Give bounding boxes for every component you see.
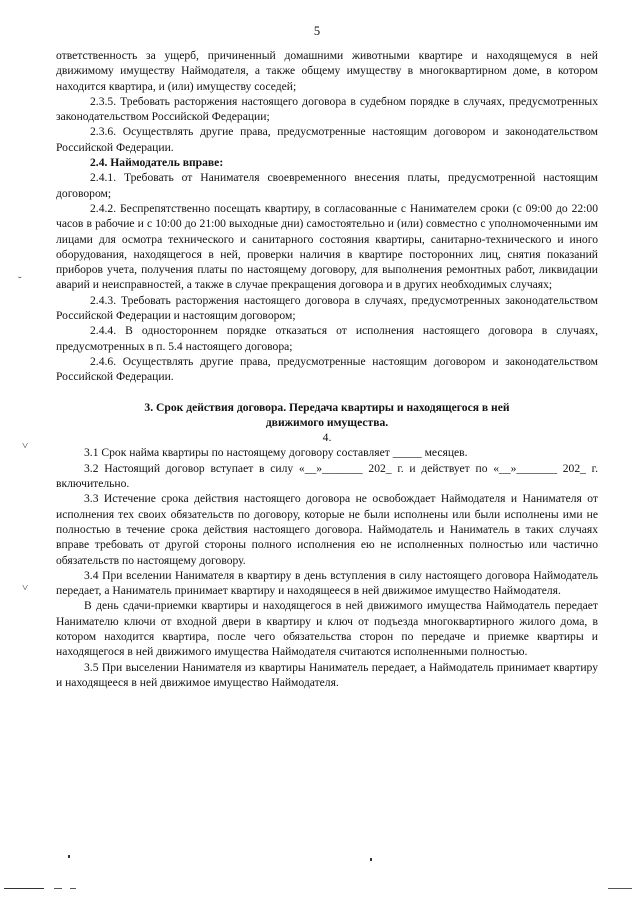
- footer-dash: [608, 888, 632, 889]
- paragraph-2-4-3: 2.4.3. Требовать расторжения настоящего договора в случаях, предусмотренных законодательством Российской Федерации и настоящим договором;: [56, 293, 598, 323]
- paragraph-2-4-4: 2.4.4. В одностороннем порядке отказаться от исполнения настоящего договора в случаях, предусмотренных в п. 5.4 настоящего договора;: [56, 324, 598, 353]
- paragraph-2-3-6: 2.3.6. Осуществлять другие права, предусмотренные настоящим договором и законодательством Российской Федерации.: [56, 125, 598, 154]
- scan-dot: [370, 858, 372, 861]
- scan-dot: [68, 855, 70, 858]
- paragraph-liability: ответственность за ущерб, причиненный домашними животными квартире и находящемуся в ней движимому имуществу Наймодателя, а также общему имуществу в многоквартирном доме, в котором находится квартира, и (или) имуществу соседей;: [56, 49, 598, 93]
- paragraph-3-3: 3.3 Истечение срока действия настоящего договора не освобождает Наймодателя и Нанимателя от исполнения тех своих обязательств по договору, которые не были исполнены или были исполнены ими не полностью в течение срока действия настоящего договора. Наймодатель и Наниматель в таких случаях вправе требовать от другой стороны полного исполнения ею не исполненных полностью или частично обязательств по настоящему договору.: [56, 492, 598, 567]
- paragraph-3-4: 3.4 При вселении Нанимателя в квартиру в день вступления в силу настоящего договора Наймодатель передает, а Наниматель принимает квартиру и находящееся в ней движимое имущество Наймодателя.: [56, 568, 598, 598]
- paragraph-2-3-5: 2.3.5. Требовать расторжения настоящего договора в судебном порядке в случаях, предусмотренных законодательством Российской Федерации;: [56, 94, 598, 124]
- paragraph-3-5: 3.5 При выселении Нанимателя из квартиры Наниматель передает, а Наймодатель принимает квартиру и находящееся в ней движимое имущество Наймодателя.: [56, 660, 598, 689]
- paragraph-2-4-6: 2.4.6. Осуществлять другие права, предусмотренные настоящим договором и законодательством Российской Федерации.: [56, 354, 598, 384]
- paragraph-3-4-keys: В день сдачи-приемки квартиры и находящегося в ней движимого имущества Наймодатель передает Нанимателю ключи от входной двери в квартиру и ключ от подъезда многоквартирного жилого дома, в котором находится квартира, после чего обязательства сторон по передаче и приемке квартиры и находящегося в ней движимого имущества Наймодателя считаются исполненными полностью.: [56, 599, 598, 659]
- section-number: 4.: [322, 431, 332, 445]
- footer-dash: [70, 888, 76, 889]
- heading-2-4: 2.4. Наймодатель вправе:: [90, 156, 224, 170]
- footer-dash: [54, 888, 62, 889]
- document-body: [56, 48, 598, 690]
- margin-mark: ˅: [22, 582, 29, 594]
- paragraph-3-1: 3.1 Срок найма квартиры по настоящему договору составляет _____ месяцев.: [84, 446, 468, 460]
- section-3-title-line2: движимого имущества.: [265, 415, 389, 429]
- section-3-title-line1: 3. Срок действия договора. Передача квартиры и находящегося в ней: [144, 400, 510, 414]
- paragraph-2-4-2: 2.4.2. Беспрепятственно посещать квартиру, в согласованные с Нанимателем сроки (с 09:00 до 22:00 часов в рабочие и с 10:00 до 21:00 выходные дни) самостоятельно и (или) совместно с уполномоченными им лицами для осмотра технического и санитарного состояния квартиры, санитарно-технического и иного оборудования, находящегося в ней, проверки наличия в квартире посторонних лиц, снятия показаний приборов учета, получения платы по настоящему договору, для выполнения ремонтных работ, ликвидации аварий и неисправностей, а также в случае прекращения договора и в других необходимых случаях;: [56, 201, 598, 292]
- margin-mark: ˘: [18, 275, 22, 287]
- footer-line: [4, 888, 44, 889]
- section-3-title: [56, 400, 598, 431]
- paragraph-2-4-1: 2.4.1. Требовать от Нанимателя своевременного внесения платы, предусмотренной настоящим договором;: [56, 171, 598, 200]
- spacer: [56, 385, 598, 391]
- margin-mark: ˅: [22, 440, 29, 452]
- page-number: 5: [313, 24, 321, 38]
- paragraph-3-2: 3.2 Настоящий договор вступает в силу «__»_______ 202_ г. и действует по «__»_______ 202_ г. включительно.: [56, 461, 598, 491]
